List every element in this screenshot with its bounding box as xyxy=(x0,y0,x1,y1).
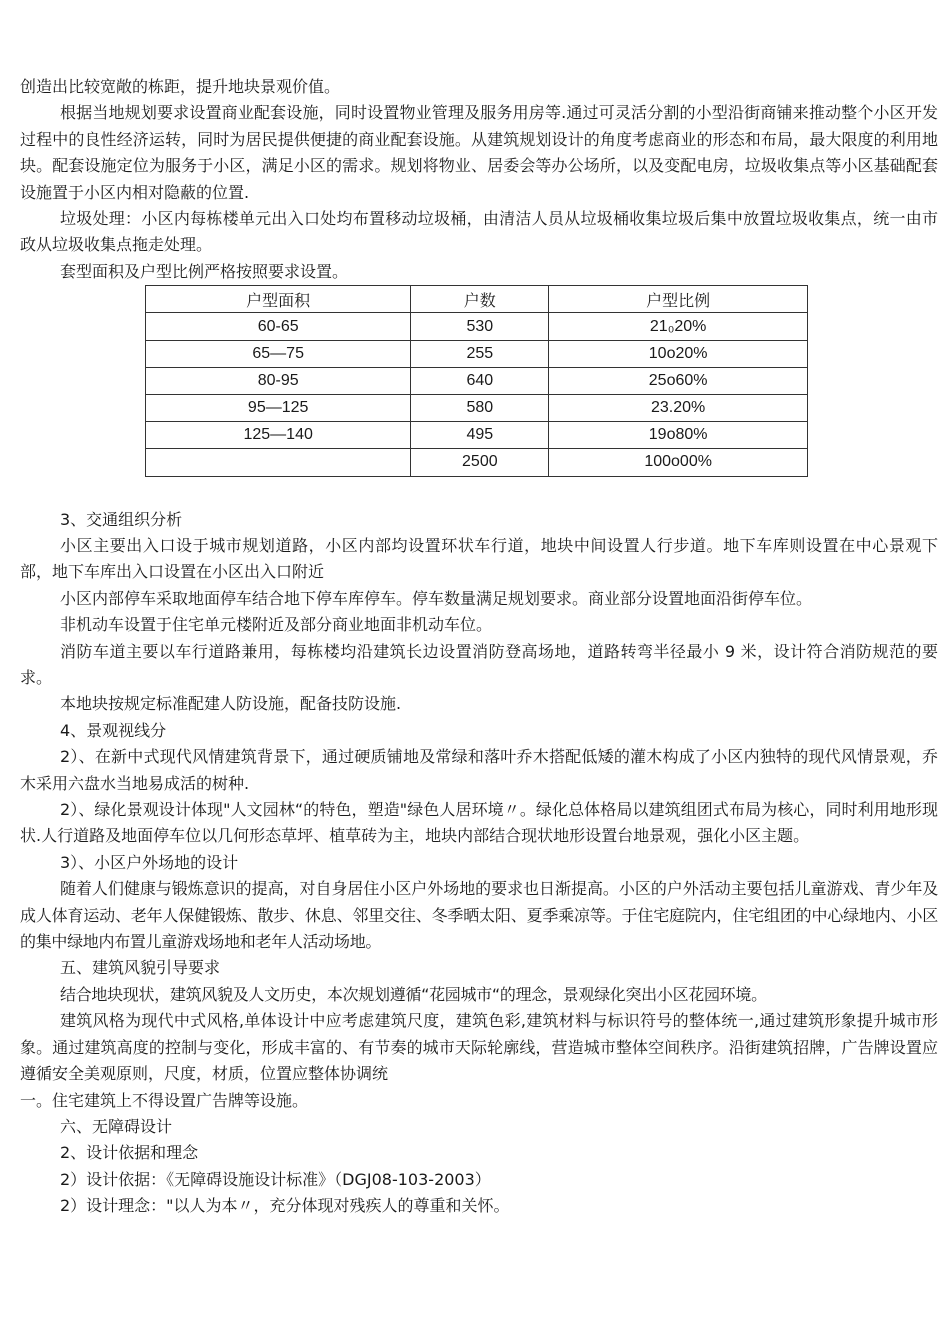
table-row xyxy=(146,313,808,340)
table-cell: 640 xyxy=(411,367,549,394)
table-row xyxy=(146,422,808,449)
table-row xyxy=(146,340,808,367)
table-cell: 19o80% xyxy=(549,422,808,449)
table-total-row xyxy=(146,449,808,476)
section-heading: 3、交通组织分析 xyxy=(60,509,183,529)
section-heading: 3）、小区户外场地的设计 xyxy=(60,852,239,872)
paragraph: 2）设计依据：《无障碍设施设计标准》（DGJ08-103-2003） xyxy=(60,1169,491,1189)
paragraph: 根据当地规划要求设置商业配套设施，同时设置物业管理及服务用房等.通过可灵活分割的小型沿街商铺来推动整个小区开发过程中的良性经济运转，同时为居民提供便捷的商业配套设施。从建筑规划设计的角度考虑商业的形态和布局，最大限度的利用地块。配套设施定位为服务于小区，满足小区的需求。规划将物业、居委会等办公场所，以及变配电房，垃圾收集点等小区基础配套设施置于小区内相对隐蔽的位置. xyxy=(20,103,938,202)
paragraph: 创造出比较宽敞的栋距，提升地块景观价值。 xyxy=(20,77,341,96)
paragraph: 垃圾处理：小区内每栋楼单元出入口处均布置移动垃圾桶，由清洁人员从垃圾桶收集垃圾后集中放置垃圾收集点，统一由市政从垃圾收集点拖走处理。 xyxy=(20,209,938,255)
paragraph: 2）、绿化景观设计体现"人文园林“的特色，塑造"绿色人居环境〃。绿化总体格局以建筑组团式布局为核心，同时利用地形现状.人行道路及地面停车位以几何形态草坪、植草砖为主，地块内部结合现状地形设置台地景观，强化小区主题。 xyxy=(20,800,938,846)
table-cell: 100o00% xyxy=(549,449,808,476)
table-header-cell: 户型面积 xyxy=(146,286,411,313)
paragraph: 套型面积及户型比例严格按照要求设置。 xyxy=(60,261,349,281)
table-cell: 60-65 xyxy=(146,313,411,340)
paragraph: 消防车道主要以车行道路兼用，每栋楼均沿建筑长边设置消防登高场地，道路转弯半径最小 9 米，设计符合消防规范的要求。 xyxy=(20,641,938,687)
table-cell: 580 xyxy=(411,395,549,422)
table-cell: 255 xyxy=(411,340,549,367)
table-cell: 25o60% xyxy=(549,367,808,394)
section-heading: 六、无障碍设计 xyxy=(60,1116,173,1136)
table-cell xyxy=(146,449,411,476)
table-header-row xyxy=(146,286,808,313)
document-page xyxy=(20,74,938,1220)
table-row xyxy=(146,367,808,394)
section-heading: 五、建筑风貌引导要求 xyxy=(60,958,221,978)
table-row xyxy=(146,395,808,422)
table-cell: 125—140 xyxy=(146,422,411,449)
paragraph: 2）设计理念："以人为本〃，充分体现对残疾人的尊重和关怀。 xyxy=(60,1196,510,1216)
paragraph: 随着人们健康与锻炼意识的提高，对自身居住小区户外场地的要求也日渐提高。小区的户外活动主要包括儿童游戏、青少年及成人体育运动、老年人保健锻炼、散步、休息、邻里交往、冬季晒太阳、夏季乘凉等。于住宅庭院内，住宅组团的中心绿地内、小区的集中绿地内布置儿童游戏场地和老年人活动场地。 xyxy=(20,879,938,952)
table-cell: 65—75 xyxy=(146,340,411,367)
paragraph: 结合地块现状，建筑风貌及人文历史，本次规划遵循“花园城市“的理念，景观绿化突出小区花园环境。 xyxy=(60,984,767,1004)
paragraph: 2）、在新中式现代风情建筑背景下，通过硬质铺地及常绿和落叶乔木搭配低矮的灌木构成了小区内独特的现代风情景观，乔木采用六盘水当地易成活的树种. xyxy=(20,747,938,793)
table-cell: 95—125 xyxy=(146,395,411,422)
paragraph: 本地块按规定标准配建人防设施，配备技防设施. xyxy=(60,694,402,714)
table-cell: 23.20% xyxy=(549,395,808,422)
section-heading: 4、景观视线分 xyxy=(60,720,167,740)
table-header-cell: 户型比例 xyxy=(549,286,808,313)
table-cell: 2500 xyxy=(411,449,549,476)
table-cell: 530 xyxy=(411,313,549,340)
table-header-cell: 户数 xyxy=(411,286,549,313)
table-cell: 495 xyxy=(411,422,549,449)
table-cell: 10o20% xyxy=(549,340,808,367)
paragraph: 建筑风格为现代中式风格,单体设计中应考虑建筑尺度，建筑色彩,建筑材料与标识符号的整体统一,通过建筑形象提升城市形象。通过建筑高度的控制与变化，形成丰富的、有节奏的城市天际轮廓线，营造城市整体空间秩序。沿街建筑招牌，广告牌设置应遵循安全美观原则，尺度，材质，位置应整体协调统 xyxy=(20,1011,938,1084)
paragraph: 小区内部停车采取地面停车结合地下停车库停车。停车数量满足规划要求。商业部分设置地面沿街停车位。 xyxy=(60,588,813,608)
paragraph: 一。住宅建筑上不得设置广告牌等设施。 xyxy=(20,1090,309,1110)
paragraph: 小区主要出入口设于城市规划道路，小区内部均设置环状车行道，地块中间设置人行步道。地下车库则设置在中心景观下部，地下车库出入口设置在小区出入口附近 xyxy=(20,535,938,582)
table-cell: 21₀20% xyxy=(549,313,808,340)
table-cell: 80-95 xyxy=(146,367,411,394)
paragraph: 非机动车设置于住宅单元楼附近及部分商业地面非机动车位。 xyxy=(60,615,493,635)
unit-type-table xyxy=(145,285,808,476)
section-heading: 2、设计依据和理念 xyxy=(60,1143,199,1163)
